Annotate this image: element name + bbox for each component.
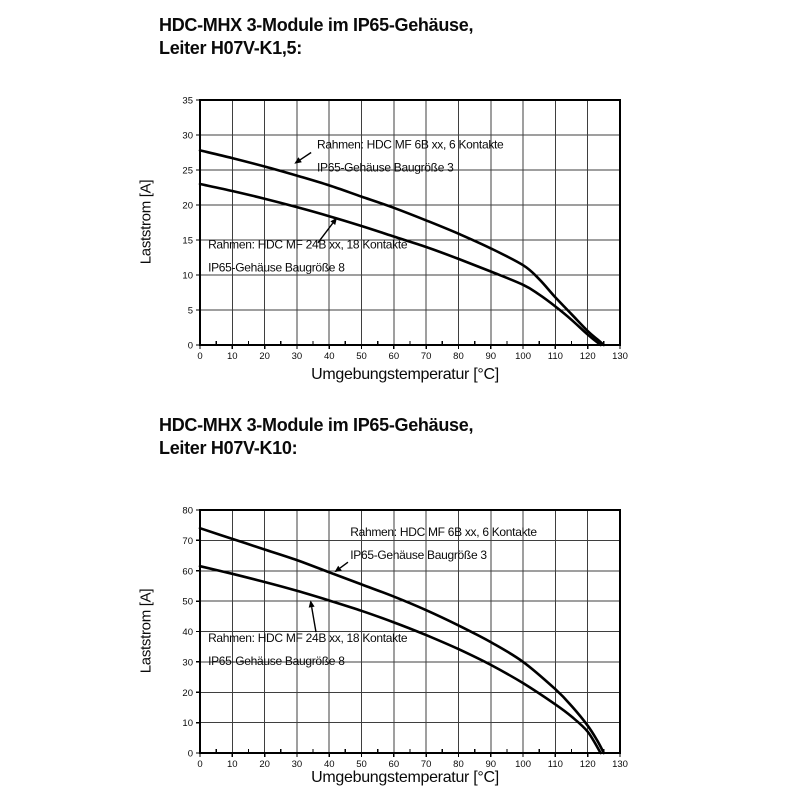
annotation-text: Rahmen: HDC MF 6B xx, 6 Kontakte [350, 525, 537, 540]
y-axis-label: Laststrom [A] [137, 179, 155, 265]
annotation-text: IP65-Gehäuse Baugröße 3 [316, 160, 454, 175]
curve-annotation-1 [208, 600, 408, 668]
x-tick-label: 70 [420, 351, 432, 362]
annotation-arrow-line [340, 562, 348, 568]
x-tick-label: 0 [197, 351, 203, 362]
y-axis-label: Laststrom [A] [137, 588, 155, 674]
x-tick-label: 60 [388, 351, 400, 362]
annotation-text: Rahmen: HDC MF 24B xx, 18 Kontakte [208, 237, 408, 252]
x-tick-label: 40 [323, 351, 335, 362]
x-tick-label: 60 [388, 759, 400, 770]
x-tick-label: 130 [612, 759, 628, 770]
chart-title-line1: HDC-MHX 3-Module im IP65-Gehäuse, [159, 15, 474, 35]
y-tick-labels [182, 506, 193, 760]
derating-plot-k15 [120, 85, 660, 395]
annotation-arrow-line [300, 153, 311, 160]
y-tick-label: 35 [182, 95, 193, 107]
x-tick-label: 110 [547, 759, 563, 770]
annotation-arrow-head [334, 566, 341, 573]
curve-annotation-0 [334, 525, 537, 572]
x-axis-label: Umgebungstemperatur [°C] [311, 769, 499, 786]
annotation-text: IP65-Gehäuse Baugröße 8 [208, 260, 345, 275]
annotation-text: IP65-Gehäuse Baugröße 3 [350, 548, 487, 563]
x-tick-label: 100 [515, 759, 532, 770]
annotation-text: Rahmen: HDC MF 24B xx, 18 Kontakte [208, 631, 408, 646]
y-tick-label: 60 [182, 566, 193, 578]
y-tick-label: 50 [182, 596, 193, 608]
y-tick-label: 10 [182, 718, 193, 730]
y-tick-label: 40 [182, 627, 193, 638]
y-tick-label: 20 [182, 687, 193, 699]
x-tick-label: 30 [291, 759, 303, 770]
y-tick-label: 30 [182, 130, 193, 142]
annotation-arrow-line [312, 607, 316, 632]
y-tick-labels [182, 96, 193, 352]
x-tick-label: 80 [453, 351, 464, 362]
y-tick-label: 70 [182, 535, 193, 547]
x-tick-label: 90 [485, 759, 497, 770]
curve-annotation-0 [294, 137, 504, 174]
x-tick-label: 0 [197, 759, 203, 770]
y-tick-label: 25 [182, 165, 193, 177]
chart-title [159, 14, 473, 60]
chart-title-line2: Leiter H07V-K10: [159, 438, 298, 458]
curve-annotation-1 [208, 218, 408, 275]
x-tick-label: 120 [579, 759, 596, 770]
chart-title-line1: HDC-MHX 3-Module im IP65-Gehäuse, [159, 415, 474, 435]
y-tick-label: 80 [182, 505, 193, 517]
x-tick-label: 70 [420, 759, 432, 770]
x-tick-labels [197, 351, 628, 362]
x-tick-label: 50 [356, 759, 367, 770]
y-tick-label: 0 [187, 340, 193, 352]
chart-title [159, 414, 473, 460]
x-tick-label: 120 [579, 351, 596, 362]
annotation-text: Rahmen: HDC MF 6B xx, 6 Kontakte [316, 137, 504, 152]
y-tick-label: 30 [182, 657, 193, 669]
derating-plot-k10 [120, 495, 660, 800]
annotation-text: IP65-Gehäuse Baugröße 8 [208, 654, 345, 669]
x-axis-label: Umgebungstemperatur [°C] [311, 366, 499, 383]
y-tick-label: 5 [187, 305, 193, 317]
annotation-arrow-head [294, 157, 302, 163]
x-tick-label: 130 [612, 351, 628, 362]
x-tick-label: 90 [485, 351, 497, 362]
x-tick-label: 50 [356, 351, 367, 362]
x-tick-label: 10 [227, 759, 238, 770]
x-tick-label: 20 [259, 351, 270, 362]
y-tick-label: 0 [187, 748, 193, 760]
y-tick-label: 10 [182, 270, 193, 282]
x-tick-label: 110 [547, 351, 563, 362]
x-tick-label: 20 [259, 759, 270, 770]
x-tick-label: 10 [227, 351, 238, 362]
x-tick-label: 40 [323, 759, 335, 770]
y-tick-label: 20 [182, 200, 193, 212]
x-tick-label: 30 [291, 351, 303, 362]
x-tick-label: 100 [515, 351, 532, 362]
y-tick-label: 15 [182, 235, 193, 247]
chart-title-line2: Leiter H07V-K1,5: [159, 38, 302, 58]
x-tick-label: 80 [453, 759, 464, 770]
